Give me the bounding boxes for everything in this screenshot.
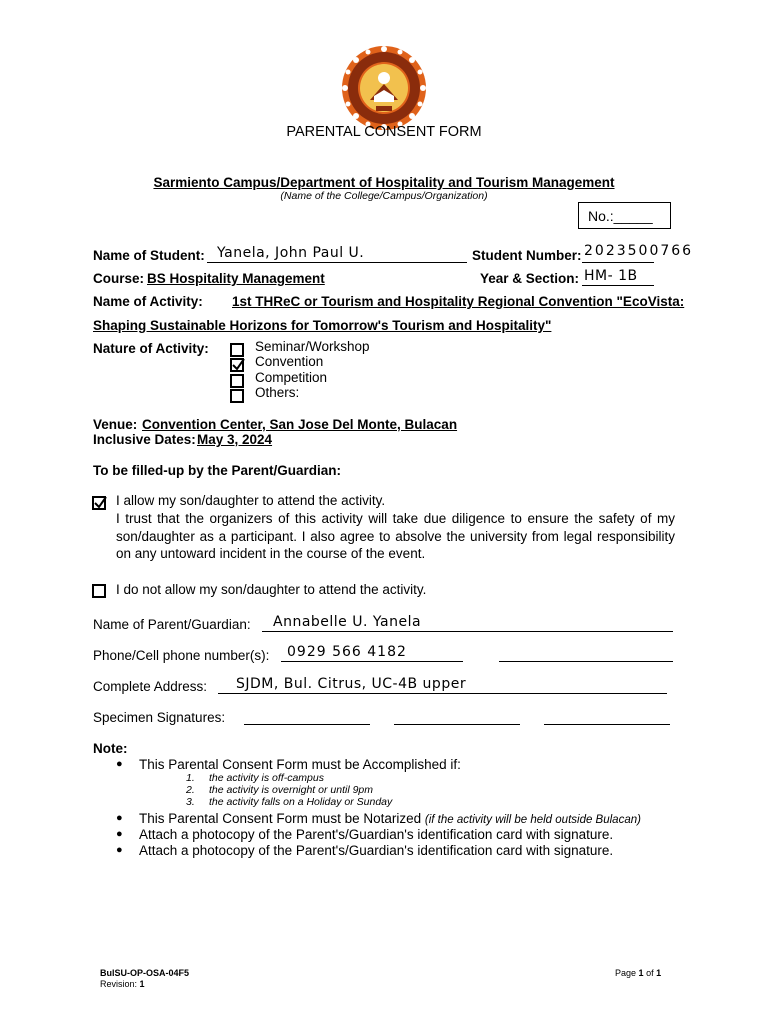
address-line bbox=[218, 693, 667, 694]
note-sub-item-1 bbox=[186, 772, 324, 784]
form-number-box bbox=[578, 202, 671, 229]
signature-line-2[interactable] bbox=[394, 724, 520, 725]
year-section-label: Year & Section: bbox=[480, 271, 580, 286]
revision-label: Revision: bbox=[100, 979, 138, 989]
checkbox-disallow[interactable] bbox=[92, 584, 106, 598]
note-item-2-parenthetical: (if the activity will be held outside Bulacan) bbox=[424, 814, 641, 826]
option-competition-label: Competition bbox=[255, 370, 328, 385]
phone-line-1 bbox=[281, 661, 463, 662]
year-section-value[interactable]: HM- 1B bbox=[584, 268, 638, 284]
student-name-label: Name of Student: bbox=[93, 248, 205, 263]
student-number-value[interactable]: 2023500766 bbox=[584, 243, 694, 259]
bullet-icon: ● bbox=[116, 758, 123, 770]
activity-label: Name of Activity: bbox=[93, 294, 203, 309]
sub-item-text: the activity is overnight or until 9pm bbox=[209, 784, 373, 796]
course-value: BS Hospitality Management bbox=[147, 271, 325, 286]
parent-name-label: Name of Parent/Guardian: bbox=[93, 617, 251, 632]
page-title: PARENTAL CONSENT FORM bbox=[286, 124, 482, 140]
dates-value: May 3, 2024 bbox=[197, 432, 273, 447]
allow-statement: I allow my son/daughter to attend the activity. bbox=[116, 493, 386, 508]
activity-value-line1: 1st THReC or Tourism and Hospitality Regional Convention "EcoVista: bbox=[232, 294, 685, 309]
checkmark-icon bbox=[93, 495, 107, 509]
disallow-statement: I do not allow my son/daughter to attend the activity. bbox=[116, 582, 427, 597]
sub-item-number: 3. bbox=[186, 796, 195, 808]
address-value[interactable]: SJDM, Bul. Citrus, UC-4B upper bbox=[236, 676, 467, 692]
university-seal-logo bbox=[340, 44, 428, 132]
form-code: BulSU-OP-OSA-04F5 bbox=[100, 968, 190, 978]
signature-line-1[interactable] bbox=[244, 724, 370, 725]
page-indicator bbox=[615, 968, 661, 978]
note-item-2 bbox=[139, 811, 641, 826]
bullet-icon: ● bbox=[116, 812, 123, 824]
bullet-icon: ● bbox=[116, 828, 123, 840]
option-others-label: Others: bbox=[255, 385, 300, 400]
checkbox-seminar[interactable] bbox=[230, 343, 244, 357]
revision bbox=[100, 979, 145, 989]
activity-value-line2: Shaping Sustainable Horizons for Tomorrow's Tourism and Hospitality" bbox=[93, 318, 552, 333]
note-item-3: Attach a photocopy of the Parent's/Guardian's identification card with signature. bbox=[139, 827, 614, 842]
option-seminar-label: Seminar/Workshop bbox=[255, 339, 370, 354]
of-label: of bbox=[646, 968, 654, 978]
course-label: Course: bbox=[93, 271, 145, 286]
note-item-1: This Parental Consent Form must be Accomplished if: bbox=[139, 757, 461, 772]
note-sub-item-3 bbox=[186, 796, 393, 808]
campus-caption: (Name of the College/Campus/Organization) bbox=[280, 190, 488, 202]
parent-name-line bbox=[262, 631, 673, 632]
sub-item-text: the activity is off-campus bbox=[209, 772, 324, 784]
guardian-section-heading: To be filled-up by the Parent/Guardian: bbox=[93, 463, 342, 478]
signature-label: Specimen Signatures: bbox=[93, 710, 226, 725]
revision-value: 1 bbox=[139, 979, 145, 989]
page-number: 1 bbox=[638, 968, 644, 978]
page-total: 1 bbox=[656, 968, 662, 978]
venue-label: Venue: bbox=[93, 417, 138, 432]
student-name-line bbox=[207, 262, 467, 263]
address-label: Complete Address: bbox=[93, 679, 208, 694]
note-item-4: Attach a photocopy of the Parent's/Guardian's identification card with signature. bbox=[139, 843, 614, 858]
checkbox-others[interactable] bbox=[230, 389, 244, 403]
sub-item-number: 1. bbox=[186, 772, 195, 784]
student-number-label: Student Number: bbox=[472, 248, 582, 263]
checkbox-competition[interactable] bbox=[230, 374, 244, 388]
bullet-icon: ● bbox=[116, 844, 123, 856]
checkbox-convention[interactable] bbox=[230, 358, 244, 372]
checkmark-icon bbox=[231, 357, 245, 371]
nature-of-activity-label: Nature of Activity: bbox=[93, 341, 209, 356]
sub-item-text: the activity falls on a Holiday or Sunday bbox=[209, 796, 393, 808]
venue-value: Convention Center, San Jose Del Monte, Bulacan bbox=[142, 417, 458, 432]
phone-line-2 bbox=[499, 661, 673, 662]
page-label: Page bbox=[615, 968, 637, 978]
campus-name: Sarmiento Campus/Department of Hospitality and Tourism Management bbox=[153, 175, 615, 190]
allow-paragraph: I trust that the organizers of this activity will take due diligence to ensure the safety of my son/daughter as a participant. I also agree to absolve the university from legal responsibility on any untoward incident in the course of the event. bbox=[116, 511, 675, 561]
note-sub-item-2 bbox=[186, 784, 373, 796]
note-heading: Note: bbox=[93, 741, 128, 756]
phone-label: Phone/Cell phone number(s): bbox=[93, 648, 270, 663]
signature-line-3[interactable] bbox=[544, 724, 670, 725]
checkbox-allow[interactable] bbox=[92, 496, 106, 510]
form-number-label: No.:_____ bbox=[588, 208, 653, 224]
student-name-value[interactable]: Yanela, John Paul U. bbox=[217, 245, 365, 261]
option-convention-label: Convention bbox=[255, 354, 324, 369]
year-section-line bbox=[582, 285, 654, 286]
sub-item-number: 2. bbox=[186, 784, 195, 796]
parent-name-value[interactable]: Annabelle U. Yanela bbox=[273, 614, 422, 630]
note-item-2-text: This Parental Consent Form must be Notarized bbox=[139, 811, 422, 826]
student-number-line bbox=[582, 262, 654, 263]
phone-value[interactable]: 0929 566 4182 bbox=[287, 644, 407, 660]
dates-label: Inclusive Dates: bbox=[93, 432, 196, 447]
